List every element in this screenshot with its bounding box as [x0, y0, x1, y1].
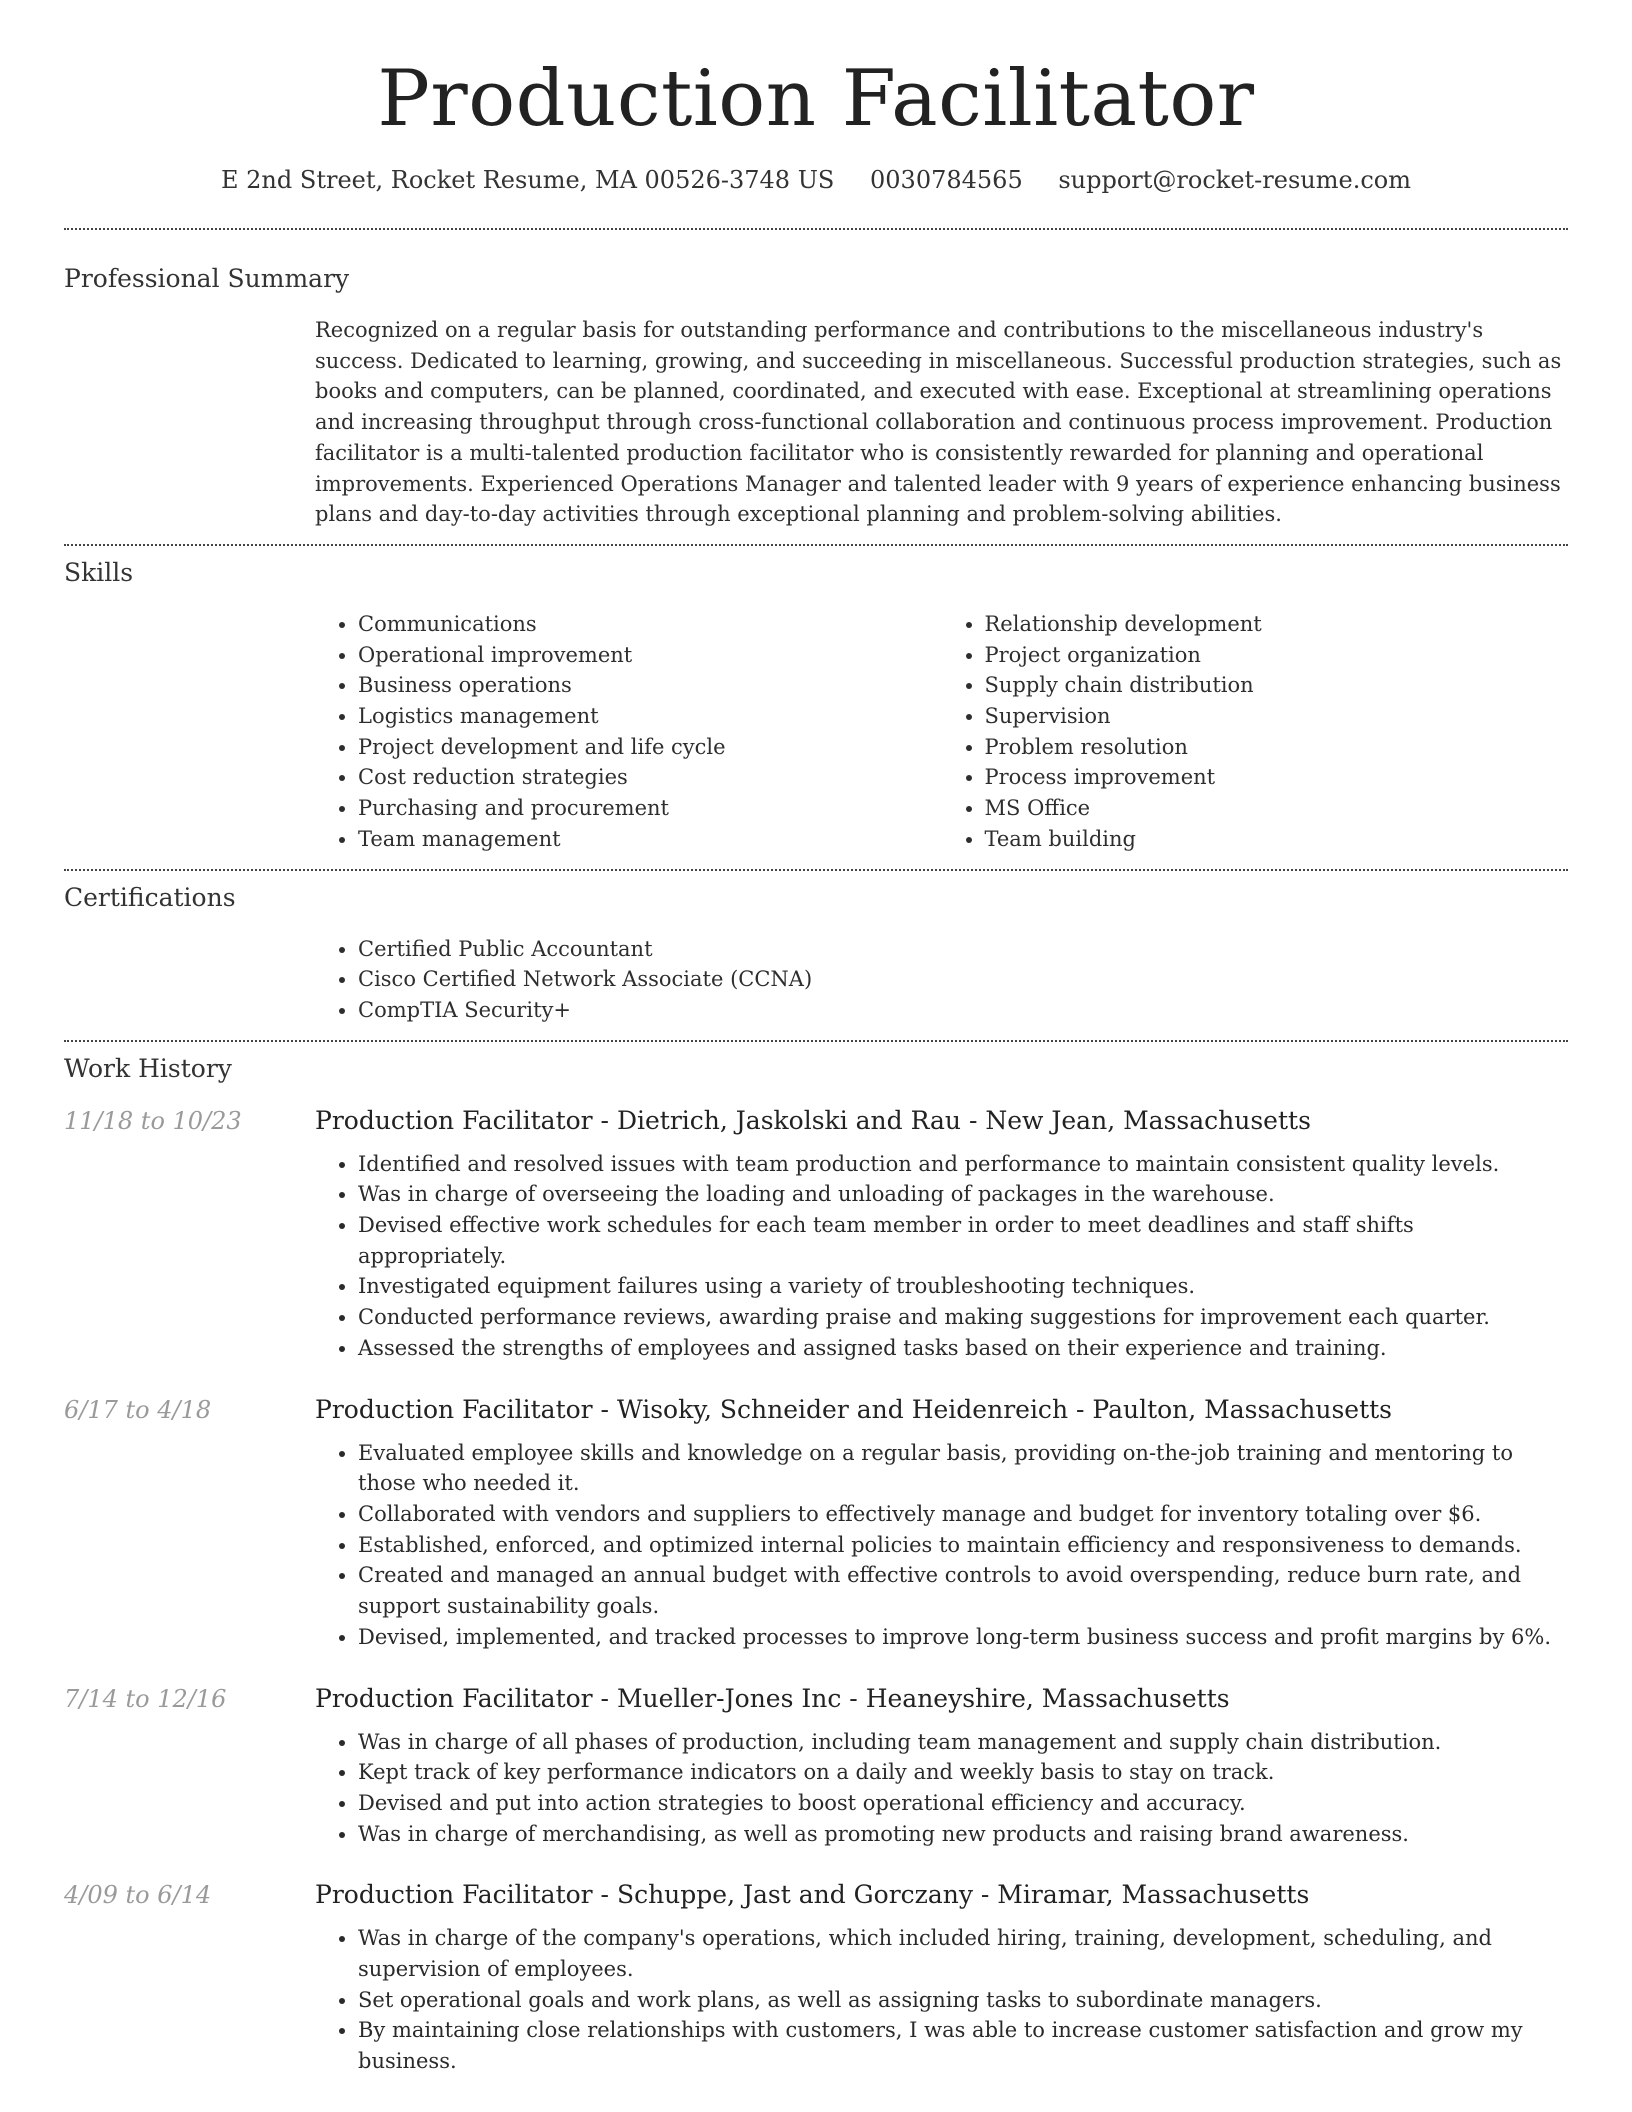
skill-item: • Communications — [358, 609, 942, 640]
certifications-section — [64, 871, 1568, 1040]
job-bullet: • Collaborated with vendors and suppliers to effectively manage and budget for inventory totaling over $6. — [358, 1499, 1568, 1530]
summary-content — [315, 315, 1568, 530]
job-bullet: • Devised and put into action strategies to boost operational efficiency and accuracy. — [358, 1788, 1568, 1819]
job-bullet: • Devised, implemented, and tracked processes to improve long-term business success and profit margins by 6%. — [358, 1622, 1568, 1653]
job-title: Production Facilitator - Mueller-Jones Inc - Heaneyshire, Massachusetts — [315, 1683, 1230, 1713]
certifications-list — [315, 934, 1568, 1026]
summary-heading: Professional Summary — [64, 264, 350, 293]
job-bullet: • Was in charge of the company's operations, which included hiring, training, development, scheduling, and supervision of employees. — [358, 1923, 1568, 1984]
skills-heading: Skills — [64, 557, 134, 587]
skills-columns — [315, 609, 1568, 855]
skill-item: • Supervision — [985, 701, 1569, 732]
summary-section — [64, 230, 1568, 544]
job-dates: 6/17 to 4/18 — [64, 1395, 212, 1424]
job-bullet: • Set operational goals and work plans, as well as assigning tasks to subordinate managers. — [358, 1985, 1568, 2016]
certification-item: • CompTIA Security+ — [358, 995, 1568, 1026]
job-bullet: • Was in charge of overseeing the loading and unloading of packages in the warehouse. — [358, 1179, 1568, 1210]
certification-item: • Cisco Certified Network Associate (CCNA) — [358, 964, 1568, 995]
job-bullets — [315, 1149, 1568, 1364]
skill-item: • MS Office — [985, 793, 1569, 824]
job-entry — [64, 1877, 1568, 2077]
job-bullet: • Kept track of key performance indicators on a daily and weekly basis to stay on track. — [358, 1757, 1568, 1788]
job-bullet: • Was in charge of merchandising, as well as promoting new products and raising brand awareness. — [358, 1819, 1568, 1850]
job-bullet: • Investigated equipment failures using a variety of troubleshooting techniques. — [358, 1271, 1568, 1302]
job-entry — [64, 1392, 1568, 1653]
summary-text: Recognized on a regular basis for outstanding performance and contributions to the miscellaneous industry's success. Dedicated to learning, growing, and succeeding in miscellaneous. Successful production strategies, such as books and computers, can be planned, coordinated, and executed with ease. Exceptional at streamlining operations and increasing throughput through cross-functional collaboration and continuous process improvement. Production facilitator is a multi-talented production facilitator who is consistently rewarded for planning and operational improvements. Experienced Operations Manager and talented leader with 9 years of experience enhancing business plans and day-to-day activities through exceptional planning and problem-solving abilities. — [315, 318, 1562, 527]
job-bullet: • Devised effective work schedules for each team member in order to meet deadlines and staff shifts appropriately. — [358, 1210, 1568, 1271]
work-history-heading: Work History — [64, 1053, 232, 1083]
skill-item: • Logistics management — [358, 701, 942, 732]
skill-item: • Cost reduction strategies — [358, 762, 942, 793]
skill-item: • Project organization — [985, 640, 1569, 671]
skill-item: • Problem resolution — [985, 732, 1569, 763]
job-bullet: • By maintaining close relationships with customers, I was able to increase customer satisfaction and grow my business. — [358, 2015, 1568, 2076]
job-dates: 11/18 to 10/23 — [64, 1106, 242, 1135]
skills-list-right — [942, 609, 1569, 855]
skills-section — [64, 546, 1568, 869]
job-dates: 7/14 to 12/16 — [64, 1684, 227, 1713]
skill-item: • Process improvement — [985, 762, 1569, 793]
certifications-heading: Certifications — [64, 882, 236, 912]
job-bullet: • Created and managed an annual budget with effective controls to avoid overspending, reduce burn rate, and support sustainability goals. — [358, 1560, 1568, 1621]
job-bullets — [315, 1923, 1568, 2077]
job-entry — [64, 1681, 1568, 1850]
job-bullets — [315, 1727, 1568, 1850]
skills-list-left — [315, 609, 942, 855]
work-history-section — [64, 1042, 1568, 2077]
job-title: Production Facilitator - Wisoky, Schneider and Heidenreich - Paulton, Massachusetts — [315, 1394, 1392, 1424]
job-bullet: • Established, enforced, and optimized internal policies to maintain efficiency and responsiveness to demands. — [358, 1530, 1568, 1561]
phone: 0030784565 — [870, 166, 1023, 194]
candidate-name: Production Facilitator — [377, 54, 1255, 144]
resume-page — [64, 0, 1568, 2077]
email: support@rocket-resume.com — [1058, 166, 1411, 194]
job-entry — [64, 1103, 1568, 1364]
job-dates: 4/09 to 6/14 — [64, 1881, 212, 1910]
skill-item: • Purchasing and procurement — [358, 793, 942, 824]
job-bullet: • Evaluated employee skills and knowledge on a regular basis, providing on-the-job training and mentoring to those who needed it. — [358, 1438, 1568, 1499]
skill-item: • Team building — [985, 824, 1569, 855]
contact-line — [64, 166, 1568, 194]
certifications-content — [315, 934, 1568, 1026]
job-bullet: • Was in charge of all phases of production, including team management and supply chain distribution. — [358, 1727, 1568, 1758]
job-bullets — [315, 1438, 1568, 1653]
job-title: Production Facilitator - Schuppe, Jast and Gorczany - Miramar, Massachusetts — [315, 1880, 1310, 1910]
skill-item: • Business operations — [358, 670, 942, 701]
job-bullet: • Conducted performance reviews, awarding praise and making suggestions for improvement each quarter. — [358, 1302, 1568, 1333]
certification-item: • Certified Public Accountant — [358, 934, 1568, 965]
skill-item: • Operational improvement — [358, 640, 942, 671]
skill-item: • Team management — [358, 824, 942, 855]
skill-item: • Relationship development — [985, 609, 1569, 640]
job-bullet: • Assessed the strengths of employees and assigned tasks based on their experience and training. — [358, 1333, 1568, 1364]
address: E 2nd Street, Rocket Resume, MA 00526-3748 US — [221, 166, 835, 194]
job-bullet: • Identified and resolved issues with team production and performance to maintain consistent quality levels. — [358, 1149, 1568, 1180]
skill-item: • Project development and life cycle — [358, 732, 942, 763]
skill-item: • Supply chain distribution — [985, 670, 1569, 701]
job-title: Production Facilitator - Dietrich, Jaskolski and Rau - New Jean, Massachusetts — [315, 1105, 1311, 1135]
